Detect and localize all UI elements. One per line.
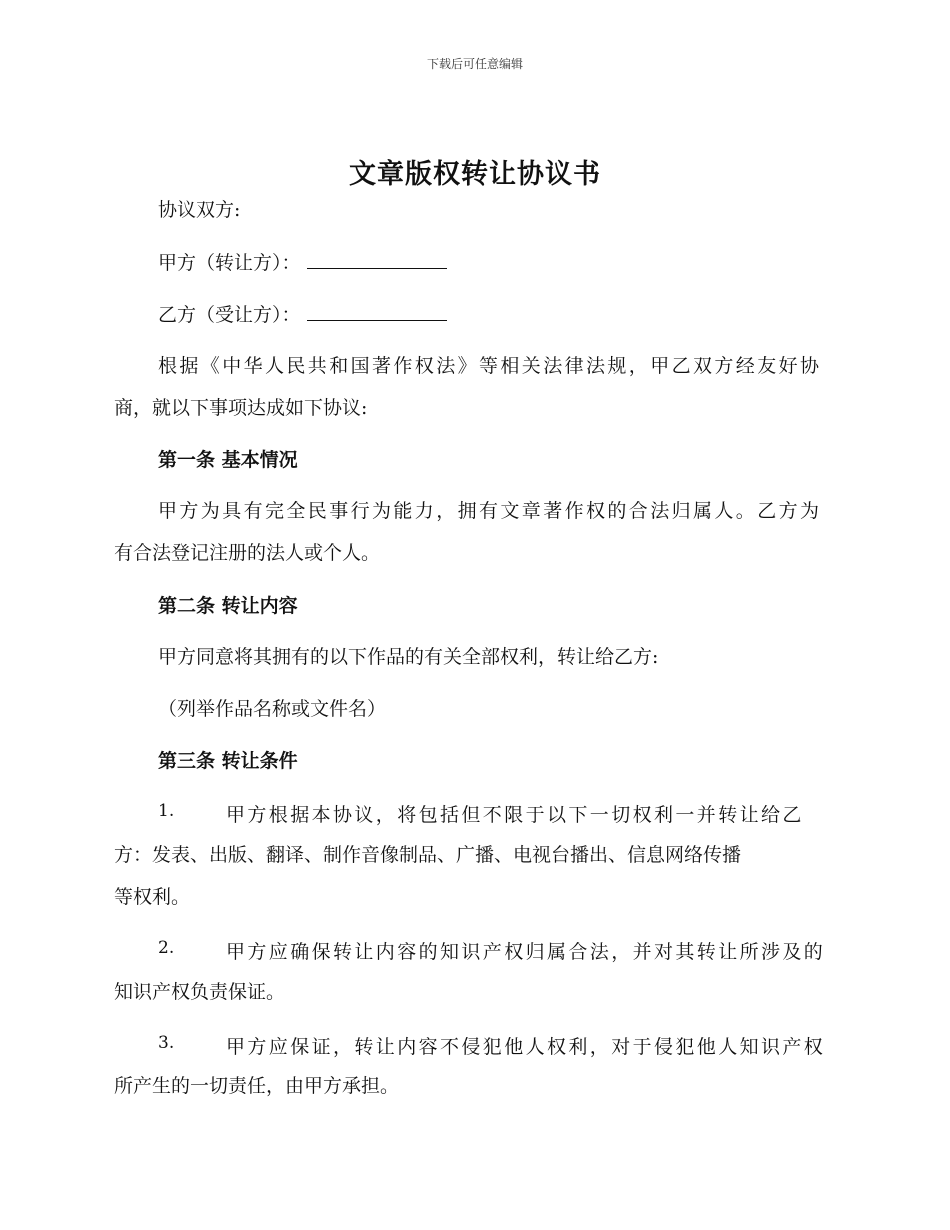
article-3-heading: 第三条 转让条件 <box>158 750 298 772</box>
article-2-heading: 第二条 转让内容 <box>158 595 298 617</box>
clause-1-line-3: 等权利。 <box>114 886 191 908</box>
parties-intro: 协议双方: <box>158 199 241 221</box>
clause-3-number: 3. <box>158 1033 175 1053</box>
article-1-heading: 第一条 基本情况 <box>158 449 298 471</box>
clause-1-number: 1. <box>158 801 175 821</box>
party-a-blank <box>307 250 447 269</box>
header-note: 下载后可任意编辑 <box>426 57 523 71</box>
party-b-line <box>158 302 447 327</box>
party-a-line <box>158 250 447 275</box>
clause-2-number: 2. <box>158 938 175 958</box>
party-b-label: 乙方（受让方）： <box>158 304 301 326</box>
clause-1-line-2: 方：发表、出版、翻译、制作音像制品、广播、电视台播出、信息网络传播 <box>114 844 742 866</box>
article-1-line-1: 甲方为具有完全民事行为能力，拥有文章著作权的合法归属人。乙方为 <box>158 500 822 522</box>
article-2-line-1: 甲方同意将其拥有的以下作品的有关全部权利，转让给乙方: <box>158 646 659 668</box>
clause-1-line-1: 甲方根据本协议，将包括但不限于以下一切权利一并转让给乙 <box>226 804 804 826</box>
clause-3-line-2: 所产生的一切责任，由甲方承担。 <box>114 1075 400 1097</box>
document-title: 文章版权转让协议书 <box>349 159 601 190</box>
clause-2-line-1: 甲方应确保转让内容的知识产权归属合法，并对其转让所涉及的 <box>226 941 826 963</box>
clause-2-line-2: 知识产权负责保证。 <box>114 981 286 1003</box>
preamble-line-1: 根据《中华人民共和国著作权法》等相关法律法规，甲乙双方经友好协 <box>158 355 822 377</box>
article-2-line-2: （列举作品名称或文件名） <box>158 698 387 720</box>
article-1-line-2: 有合法登记注册的法人或个人。 <box>114 542 381 564</box>
party-b-blank <box>307 302 447 321</box>
clause-3-line-1: 甲方应保证，转让内容不侵犯他人权利，对于侵犯他人知识产权 <box>226 1036 826 1058</box>
party-a-label: 甲方（转让方）： <box>158 252 301 274</box>
preamble-line-2: 商，就以下事项达成如下协议: <box>114 397 368 419</box>
